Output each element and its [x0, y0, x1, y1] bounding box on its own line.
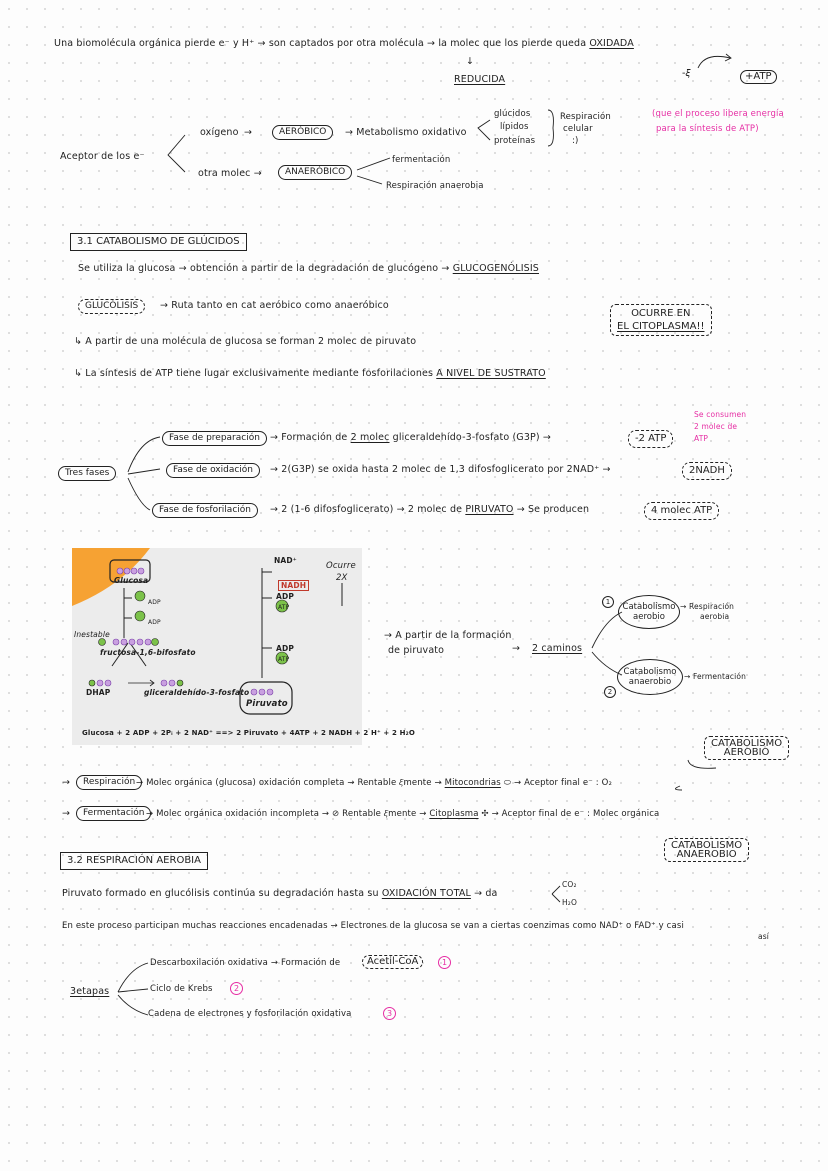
- fermentacion-path: → Fermentación: [684, 672, 746, 681]
- mito-icon: ⬭: [503, 778, 512, 788]
- glycolysis-figure: [72, 548, 415, 745]
- fermentacion-label: fermentación: [392, 155, 451, 165]
- fase-preparacion-pill: Fase de preparación: [162, 431, 267, 446]
- cat-anaer-1: Catabolismo: [623, 667, 677, 677]
- resp-cel-1: Respiración: [560, 112, 611, 122]
- dos-caminos: 2 caminos: [532, 643, 583, 654]
- intro-text: Una biomolécula orgánica pierde e⁻ y H⁺ → son captados por otra molécula → la molec que los pierde queda: [54, 38, 587, 49]
- citoplasma: Citoplasma: [429, 809, 479, 819]
- sec31-line3: [74, 368, 546, 380]
- prep-line: [270, 432, 551, 444]
- fermentacion-pill: Fermentación: [76, 806, 151, 821]
- oxidada-label: OXIDADA: [589, 38, 634, 49]
- sec31-line1: [78, 263, 539, 275]
- tag2-2: ANAEROBIO: [676, 849, 737, 860]
- fig-equation: Glucosa + 2 ADP + 2Pᵢ + 2 NAD⁺ ==> 2 Piruvato + 4ATP + 2 NADH + 2 H⁺ + 2 H₂O: [82, 729, 415, 737]
- fosf-text-a: → 2 (1-6 difosfoglicerato) → 2 molec de: [270, 504, 463, 515]
- cat-aer-2: aerobio: [633, 612, 665, 622]
- tres-fases-pill: Tres fases: [58, 466, 116, 481]
- lipidos: lípidos: [500, 122, 529, 132]
- prep-text-c: gliceraldehído-3-fosfato (G3P) →: [392, 432, 552, 443]
- etapa-num-1: 1: [438, 956, 451, 969]
- cat-anaerobio-oval: [617, 659, 683, 695]
- glucogenolisis: GLUCOGENÓLISIS: [452, 263, 539, 274]
- prep-text-b: 2 molec: [350, 432, 390, 443]
- sec32-line2: En este proceso participan muchas reacciones encadenadas → Electrones de la glucosa se van a ciertas coenzimas como NAD⁺ o FAD⁺ y casi: [62, 921, 684, 931]
- reducida-label: REDUCIDA: [454, 74, 506, 85]
- fig-2x: 2X: [336, 573, 348, 583]
- oxid-result-burst: 2NADH: [682, 462, 732, 480]
- arrow-icon: →: [244, 127, 253, 138]
- fig-adp-4: ADP: [276, 644, 294, 653]
- proteinas: proteínas: [494, 136, 536, 146]
- section-32-title: 3.2 RESPIRACIÓN AEROBIA: [60, 852, 208, 870]
- sec31-line1-text: Se utiliza la glucosa → obtención a partir de la degradación de glucógeno →: [78, 263, 450, 274]
- num-2: 2: [604, 686, 616, 698]
- sustrato: A NIVEL DE SUSTRATO: [436, 368, 546, 379]
- tag1-2: AEROBIO: [723, 747, 770, 758]
- respiracion-pill: Respiración: [76, 775, 142, 790]
- resp-end: → Aceptor final e⁻ : O₂: [513, 778, 613, 788]
- etapa-num-2: 2: [230, 982, 243, 995]
- sec31-line2: ↳ A partir de una molécula de glucosa se forman 2 molec de piruvato: [74, 336, 417, 347]
- resp-cel-2: celular: [563, 124, 593, 134]
- fig-adp-2: ADP: [148, 619, 161, 626]
- fig-dhap: DHAP: [86, 688, 111, 697]
- fosf-result-burst: 4 molec ATP: [644, 502, 719, 520]
- anaerobic-pill: ANAERÓBICO: [278, 165, 352, 180]
- a-partir-2: de piruvato: [388, 645, 445, 656]
- pink-note-2: para la síntesis de ATP): [656, 124, 759, 134]
- fig-piruvato: Piruvato: [246, 699, 288, 709]
- cat-anaer-2: anaerobio: [628, 677, 672, 687]
- sec32-line1-a: Piruvato formado en glucólisis continúa su degradación hasta su: [62, 888, 379, 899]
- fig-adp-1: ADP: [148, 599, 161, 606]
- fig-atp-1: ATP: [278, 604, 290, 611]
- fig-g3p: gliceraldehído-3-fosfato: [144, 688, 250, 697]
- fig-atp-2: ATP: [278, 656, 290, 663]
- resp-cel-3: :): [572, 136, 579, 146]
- ferm-row: [146, 808, 659, 820]
- down-arrow: ↓: [466, 56, 475, 67]
- resp-aer-2: aerobia: [700, 612, 730, 621]
- atp-plus-burst: +ATP: [740, 70, 777, 84]
- ocurre-citoplasma-burst: [610, 304, 712, 336]
- sec31-line3-text: ↳ La síntesis de ATP tiene lugar exclusivamente mediante fosforilaciones: [74, 368, 434, 379]
- tag1-1: CATABOLISMO: [711, 738, 783, 749]
- ocurre-1: OCURRE EN: [631, 308, 691, 319]
- pink-note-1: (que el proceso libera energía: [652, 109, 784, 119]
- arrow-caminos: →: [512, 643, 521, 654]
- glucidos: glúcidos: [494, 109, 531, 119]
- sec32-line1-b: → da: [474, 888, 498, 899]
- resp-text: → Molec orgánica (glucosa) oxidación completa → Rentable 𝜉mente →: [136, 778, 442, 788]
- etapa-3: Cadena de electrones y fosforilación oxidativa: [148, 1009, 352, 1019]
- oxid-text: → 2(G3P) se oxida hasta 2 molec de 1,3 difosfoglicerato por 2NAD⁺ →: [270, 464, 611, 475]
- tag2-1: CATABOLISMO: [671, 840, 743, 851]
- ocurre-2: EL CITOPLASMA!!: [617, 321, 705, 332]
- fig-nad: NAD⁺: [274, 556, 297, 565]
- resp-row: [136, 777, 612, 789]
- fig-glucosa: Glucosa: [114, 576, 149, 585]
- aerobic-pill: AERÓBICO: [272, 125, 333, 140]
- acceptor-label: Aceptor de los e⁻: [60, 151, 145, 162]
- resp-anaerobia-label: Respiración anaerobia: [386, 181, 484, 191]
- acetil-coa-burst: Acetil-CoA: [362, 955, 423, 969]
- cat-aerobio-burst: [704, 736, 789, 760]
- fig-adp-3: ADP: [276, 592, 294, 601]
- fig-nadh: NADH: [278, 580, 309, 591]
- etapa-num-3: 3: [383, 1007, 396, 1020]
- fig-inestable: Inestable: [74, 630, 110, 639]
- num-1: 1: [602, 596, 614, 608]
- oxidacion-total: OXIDACIÓN TOTAL: [381, 888, 471, 899]
- co2: CO₂: [562, 880, 577, 889]
- fig-ocurre: Ocurre: [326, 561, 356, 571]
- pink-consumen-2: 2 molec de: [694, 422, 738, 431]
- cell-icon: ✣: [481, 809, 489, 819]
- ferm-end: → Aceptor final de e⁻ : Molec orgánica: [491, 809, 660, 819]
- fosf-text-c: → Se producen: [516, 504, 590, 515]
- cat-anaerobio-burst: [664, 838, 749, 862]
- cat-aerobio-oval: [618, 595, 680, 629]
- etapa-1: Descarboxilación oxidativa → Formación de: [150, 958, 341, 968]
- etapa-2: Ciclo de Krebs: [150, 984, 213, 994]
- fase-fosforilacion-pill: Fase de fosforilación: [152, 503, 258, 518]
- resp-aer-1: → Respiración: [680, 602, 735, 611]
- pink-consumen-1: Se consumen: [694, 410, 747, 419]
- fase-oxidacion-pill: Fase de oxidación: [166, 463, 260, 478]
- cat-aer-1: Catabolismo: [622, 602, 676, 612]
- h2o: H₂O: [562, 898, 577, 907]
- ferm-arrow: →: [62, 808, 71, 819]
- sec32-line1: [62, 888, 498, 900]
- pink-consumen-3: ATP: [694, 434, 709, 443]
- ruta-text: → Ruta tanto en cat aeróbico como anaeróbico: [160, 300, 389, 311]
- tres-etapas: 3etapas: [70, 986, 110, 997]
- atp-minus: -𝜉: [682, 68, 691, 79]
- sec32-line2-end: así: [758, 932, 770, 941]
- prep-result-burst: -2 ATP: [628, 430, 673, 448]
- a-partir-1: → A partir de la formación: [384, 630, 512, 641]
- oxygen-label: oxígeno: [200, 127, 239, 138]
- metab-ox: → Metabolismo oxidativo: [345, 127, 467, 138]
- ferm-text: → Molec orgánica oxidación incompleta → ⊘ Rentable 𝜉mente →: [146, 809, 427, 819]
- otra-molec: otra molec →: [198, 168, 262, 179]
- glucolisis-pill: GLUCÓLISIS: [78, 299, 145, 314]
- section-31-title: 3.1 CATABOLISMO DE GLÚCIDOS: [70, 233, 247, 251]
- fosf-line: [270, 504, 589, 516]
- fig-fructosa: fructosa-1,6-bifosfato: [100, 648, 196, 657]
- intro-line: [54, 38, 634, 50]
- resp-arrow: →: [62, 777, 71, 788]
- fosf-text-b: PIRUVATO: [465, 504, 514, 515]
- prep-text-a: → Formación de: [270, 432, 348, 443]
- mitocondrias: Mitocondrias: [444, 778, 501, 788]
